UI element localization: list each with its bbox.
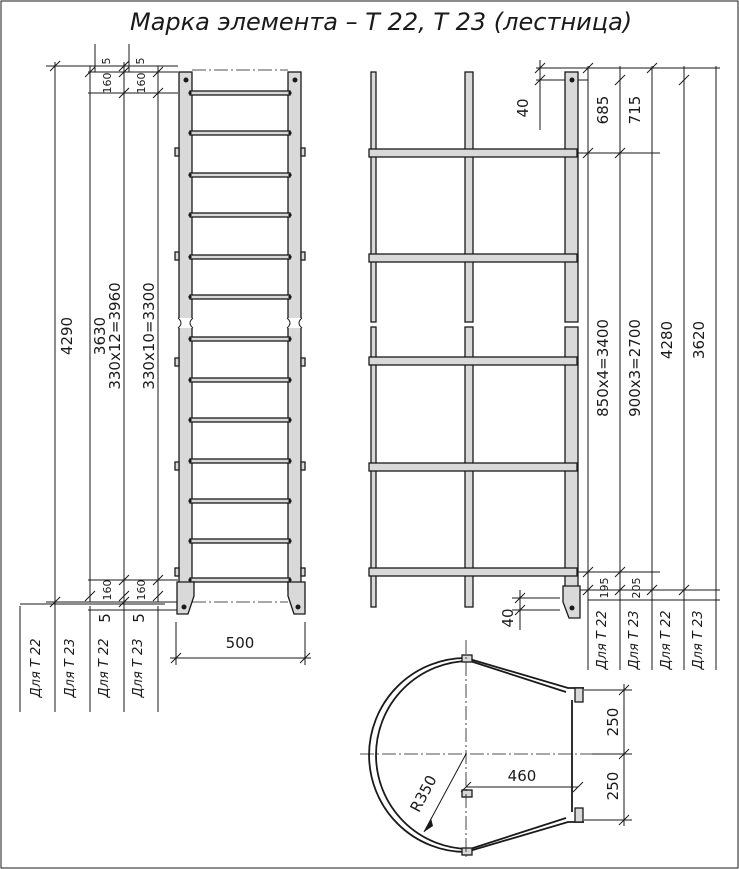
dim-460: 460 <box>507 767 537 785</box>
dim-900x3: 900х3=2700 <box>626 319 644 417</box>
rung-4 <box>190 213 290 217</box>
rung-7 <box>190 337 290 341</box>
dim-bot-5b: 5 <box>130 613 148 623</box>
label-left-t23-a: Для Т 23 <box>63 638 78 698</box>
dim-top-160b: 160 <box>135 72 148 94</box>
rung-8 <box>190 378 290 382</box>
right-stringer <box>288 72 301 590</box>
middle-post-upper <box>465 72 473 322</box>
dim-top-5a: 5 <box>100 57 113 65</box>
hoop-arc <box>369 658 466 852</box>
hoop-plan-view <box>360 640 632 860</box>
dim-bot-160b: 160 <box>135 579 148 601</box>
dim-250-top: 250 <box>604 707 622 737</box>
rung-13 <box>190 578 290 582</box>
rung-5 <box>190 255 290 259</box>
dim-bot-160a: 160 <box>101 579 114 601</box>
dim-rungs-t23: 330х10=3300 <box>140 282 158 390</box>
left-foot-plate <box>177 582 194 614</box>
dim-radius-350: R350 <box>406 772 441 816</box>
dim-715: 715 <box>626 95 644 125</box>
dim-205: 205 <box>630 577 643 599</box>
dim-250-bottom: 250 <box>604 771 622 801</box>
label-left-t22-b: Для Т 22 <box>97 638 112 698</box>
dim-total-t23: 3630 <box>91 316 109 356</box>
hoop-1 <box>369 149 577 157</box>
hoop-lower-edge <box>466 822 584 852</box>
hoop-2 <box>369 254 577 262</box>
right-ladder-view <box>369 60 720 670</box>
rung-10 <box>190 459 290 463</box>
rung-9 <box>190 418 290 422</box>
dim-total-t22: 4290 <box>58 316 76 356</box>
hoop-4 <box>369 463 577 471</box>
rung-1 <box>190 91 290 95</box>
rung-3 <box>190 173 290 177</box>
right-foot-plate <box>288 582 305 614</box>
dim-rungs-t22: 330х12=3960 <box>106 282 124 390</box>
dim-850x4: 850х4=3400 <box>594 319 612 417</box>
dim-width-500: 500 <box>225 634 255 652</box>
left-stringer <box>179 72 192 590</box>
label-right-t22-b: Для Т 22 <box>659 610 674 670</box>
dim-195: 195 <box>598 577 611 599</box>
rung-12 <box>190 539 290 543</box>
label-right-t23-a: Для Т 23 <box>627 610 642 670</box>
label-left-t22-a: Для Т 22 <box>29 638 44 698</box>
label-right-t23-b: Для Т 23 <box>691 610 706 670</box>
dim-685: 685 <box>594 95 612 125</box>
label-right-t22-a: Для Т 22 <box>595 610 610 670</box>
hoop-5 <box>369 568 577 576</box>
rung-6 <box>190 295 290 299</box>
rung-2 <box>190 131 290 135</box>
drawing-frame <box>1 1 738 868</box>
dim-bot-40: 40 <box>499 608 517 628</box>
hoop-3 <box>369 357 577 365</box>
dim-top-5b: 5 <box>134 57 147 65</box>
dim-4280: 4280 <box>658 320 676 360</box>
drawing-title: Марка элемента – Т 22, Т 23 (лестница) <box>130 8 633 36</box>
dim-top-160a: 160 <box>101 72 114 94</box>
side-foot-plate <box>563 586 580 618</box>
dim-3620: 3620 <box>690 320 708 360</box>
hoop-upper-edge <box>466 658 584 688</box>
rung-11 <box>190 499 290 503</box>
side-stringer-lower <box>565 327 578 589</box>
left-ladder-view <box>20 44 305 712</box>
side-stringer-upper <box>565 72 578 322</box>
rear-post-upper <box>371 72 376 322</box>
dim-bot-5a: 5 <box>96 613 114 623</box>
dim-top-40: 40 <box>514 98 532 118</box>
label-left-t23-b: Для Т 23 <box>131 638 146 698</box>
